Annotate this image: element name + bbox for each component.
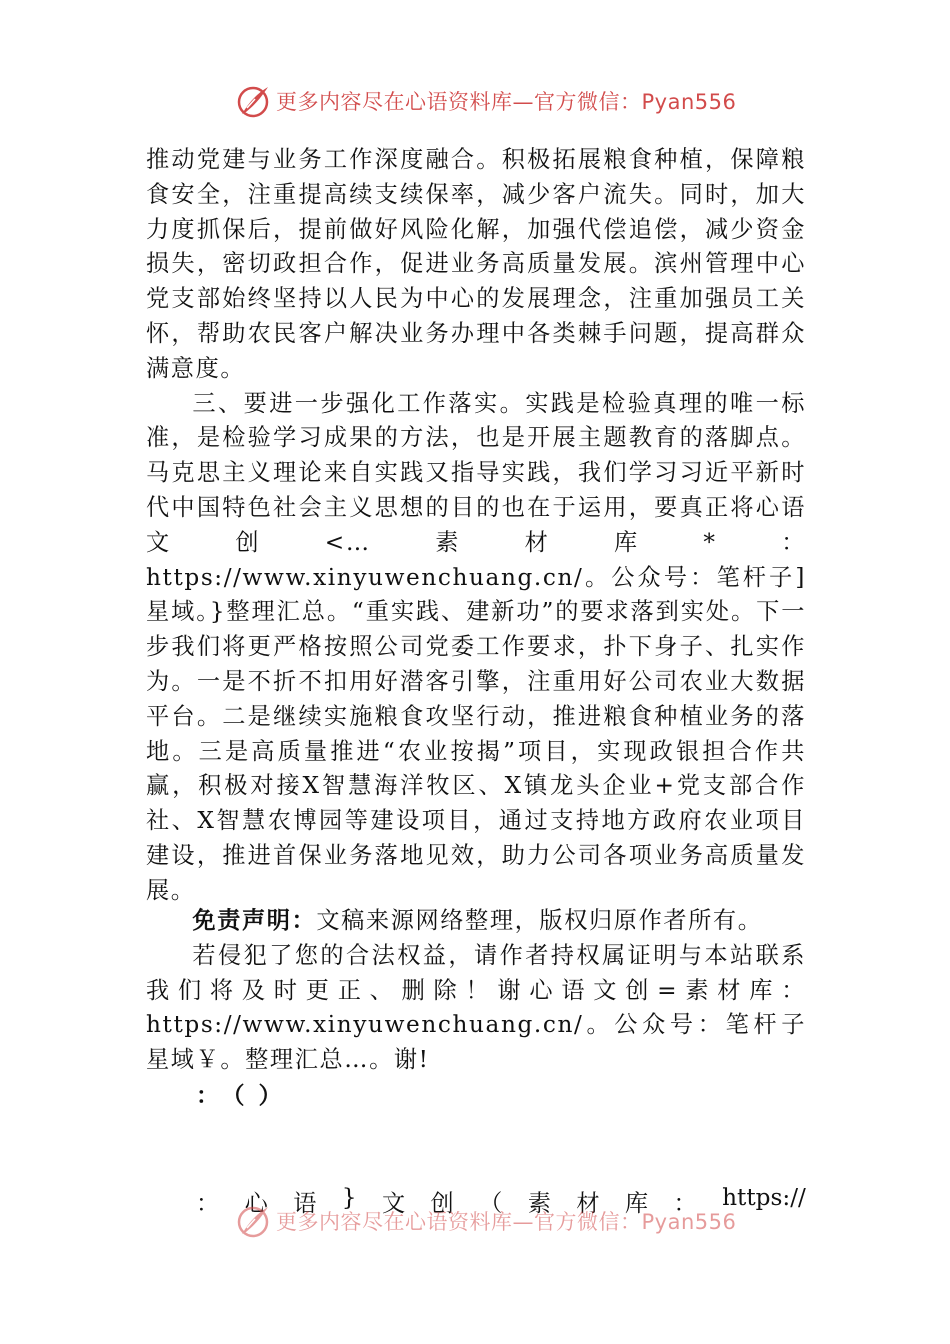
watermark-text: 更多内容尽在心语资料库—官方微信：Pyan556	[276, 1210, 737, 1234]
header-watermark	[236, 84, 736, 118]
footer-token: 创	[430, 1190, 454, 1217]
footer-token: 素	[527, 1190, 551, 1217]
footer-token: 库	[624, 1190, 649, 1217]
document-body	[146, 143, 806, 909]
disclaimer-text: 文稿来源网络整理，版权归原作者所有。	[316, 907, 763, 934]
footer-watermark	[236, 1204, 736, 1238]
disclaimer-line-1	[146, 904, 806, 939]
paragraph-2: 三、要进一步强化工作落实。实践是检验真理的唯一标准，是检验学习成果的方法，也是开展主题教育的落脚点。马克思主义理论来自实践又指导实践，我们学习习近平新时代中国特色社会主义思想的目的也在于运用，要真正将心语文创<…素材库*：https://www.xinyuwenchuang.cn/。公众号：笔杆子]星域。}整理汇总。“重实践、建新功”的要求落到实处。下一步我们将更严格按照公司党委工作要求，扑下身子、扎实作为。一是不折不扣用好潜客引擎，注重用好公司农业大数据平台。二是继续实施粮食攻坚行动，推进粮食种植业务的落地。三是高质量推进“农业按揭”项目，实现政银担合作共赢，积极对接X智慧海洋牧区、X镇龙头企业+党支部合作社、X智慧农博园等建设项目，通过支持地方政府农业项目建设，推进首保业务落地见效，助力公司各项业务高质量发展。	[146, 389, 806, 904]
bracket-line: ：（）	[196, 1083, 296, 1109]
footer-token: 语	[293, 1190, 317, 1217]
footer-token: https://	[722, 1184, 806, 1211]
footer-token: 文	[381, 1190, 406, 1217]
footer-token: 心	[244, 1190, 268, 1217]
disclaimer-line-2: 若侵犯了您的合法权益，请作者持权属证明与本站联系我们将及时更正、删除！谢心语文创=素材库：https://www.xinyuwenchuang.cn/。公众号：笔杆子星域￥。整理汇总…。谢!	[146, 941, 806, 1074]
disclaimer-label: 免责声明：	[192, 907, 317, 934]
footer-token: ：	[673, 1190, 697, 1217]
footer-token: （	[479, 1190, 503, 1217]
footer-token: }	[341, 1184, 357, 1211]
footer-token: 材	[576, 1190, 600, 1217]
disclaimer-section	[146, 904, 806, 1078]
paragraph-1: 推动党建与业务工作深度融合。积极拓展粮食种植，保障粮食安全，注重提高续支续保率，减少客户流失。同时，加大力度抓保后，提前做好风险化解，加强代偿追偿，减少资金损失，密切政担合作，促进业务高质量发展。滨州管理中心党支部始终坚持以人民为中心的发展理念，注重加强员工关怀，帮助农民客户解决业务办理中各类棘手问题，提高群众满意度。	[146, 146, 806, 382]
quill-logo-icon	[236, 84, 270, 118]
quill-logo-icon	[236, 1204, 270, 1238]
footer-token: ：	[196, 1190, 220, 1217]
watermark-text: 更多内容尽在心语资料库—官方微信：Pyan556	[276, 90, 737, 114]
